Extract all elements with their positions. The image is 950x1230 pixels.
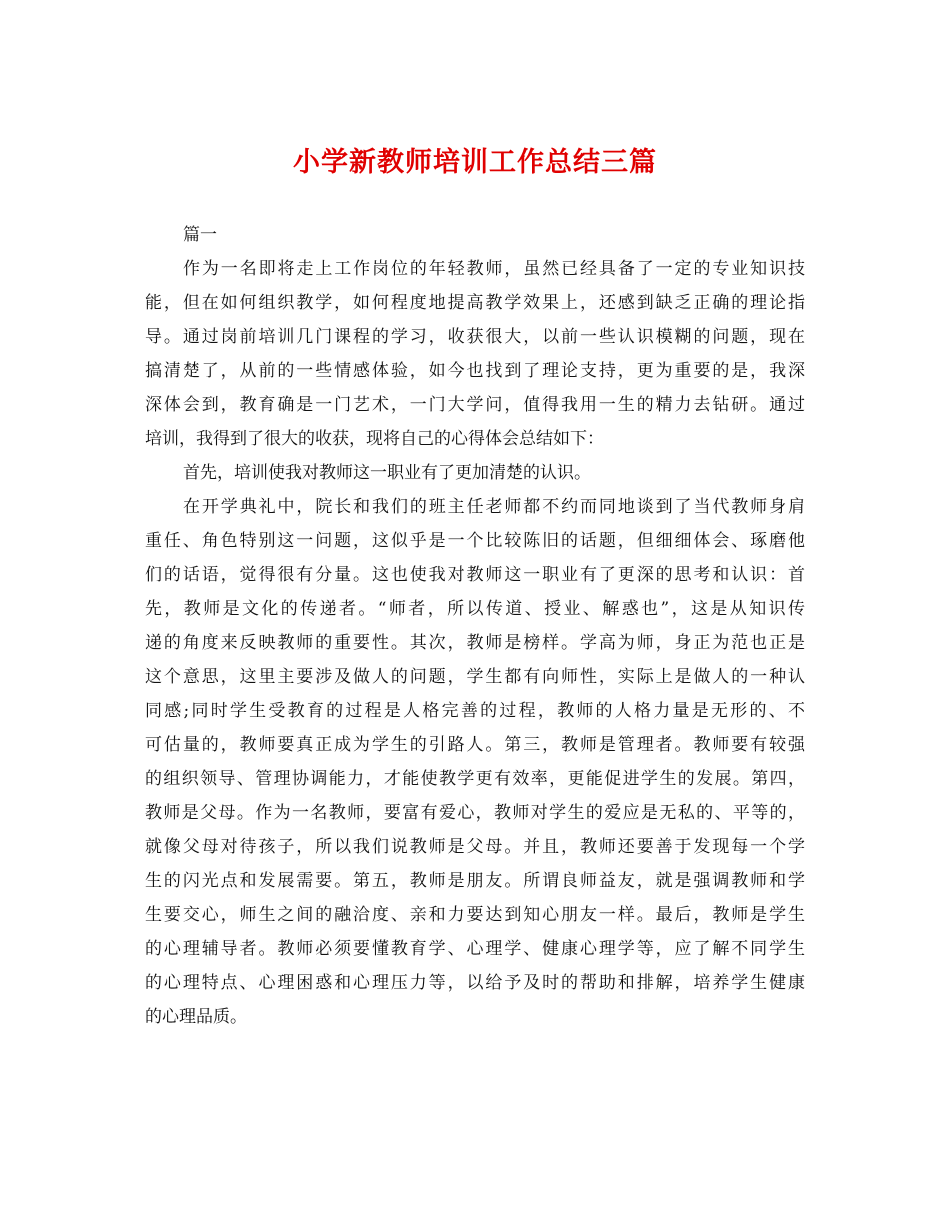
document-body — [145, 218, 805, 1034]
paragraph-line: 可估量的，教师要真正成为学生的引路人。第三，教师是管理者。教师要有较强 — [145, 735, 805, 755]
paragraph-line: 们的话语，觉得很有分量。这也使我对教师这一职业有了更深的思考和认识：首 — [145, 565, 805, 585]
paragraph-line: 就像父母对待孩子，所以我们说教师是父母。并且，教师还要善于发现每一个学 — [145, 837, 805, 857]
paragraph-line: 在开学典礼中，院长和我们的班主任老师都不约而同地谈到了当代教师身肩 — [183, 497, 805, 517]
paragraph-line: 能，但在如何组织教学，如何程度地提高教学效果上，还感到缺乏正确的理论指 — [145, 293, 805, 313]
paragraph-line: 的组织领导、管理协调能力，才能使教学更有效率，更能促进学生的发展。第四， — [145, 769, 805, 789]
paragraph-line: 培训，我得到了很大的收获，现将自己的心得体会总结如下： — [145, 429, 604, 449]
paragraph-line: 同感;同时学生受教育的过程是人格完善的过程，教师的人格力量是无形的、不 — [145, 701, 805, 721]
paragraph-line: 首先，培训使我对教师这一职业有了更加清楚的认识。 — [183, 463, 591, 483]
paragraph-line: 生的闪光点和发展需要。第五，教师是朋友。所谓良师益友，就是强调教师和学 — [145, 871, 805, 891]
paragraph-line: 导。通过岗前培训几门课程的学习，收获很大，以前一些认识模糊的问题，现在 — [145, 327, 805, 347]
paragraph-line: 生要交心，师生之间的融洽度、亲和力要达到知心朋友一样。最后，教师是学生 — [145, 905, 805, 925]
paragraph-line: 教师是父母。作为一名教师，要富有爱心，教师对学生的爱应是无私的、平等的， — [145, 803, 805, 823]
paragraph-line: 先，教师是文化的传递者。“师者，所以传道、授业、解惑也”，这是从知识传 — [145, 599, 805, 619]
paragraph-line: 深体会到，教育确是一门艺术，一门大学问，值得我用一生的精力去钻研。通过 — [145, 395, 805, 415]
paragraph-line: 的心理品质。 — [145, 1007, 247, 1027]
paragraph-line: 递的角度来反映教师的重要性。其次，教师是榜样。学高为师，身正为范也正是 — [145, 633, 805, 653]
paragraph-line: 搞清楚了，从前的一些情感体验，如今也找到了理论支持，更为重要的是，我深 — [145, 361, 805, 381]
section-heading: 篇一 — [183, 225, 217, 245]
paragraph-line: 的心理辅导者。教师必须要懂教育学、心理学、健康心理学等，应了解不同学生 — [145, 939, 805, 959]
paragraph-line: 这个意思，这里主要涉及做人的问题，学生都有向师性，实际上是做人的一种认 — [145, 667, 805, 687]
paragraph-line: 作为一名即将走上工作岗位的年轻教师，虽然已经具备了一定的专业知识技 — [183, 259, 805, 279]
paragraph-line: 重任、角色特别这一问题，这似乎是一个比较陈旧的话题，但细细体会、琢磨他 — [145, 531, 805, 551]
paragraph-line: 的心理特点、心理困惑和心理压力等，以给予及时的帮助和排解，培养学生健康 — [145, 973, 805, 993]
document-title: 小学新教师培训工作总结三篇 — [293, 147, 657, 178]
